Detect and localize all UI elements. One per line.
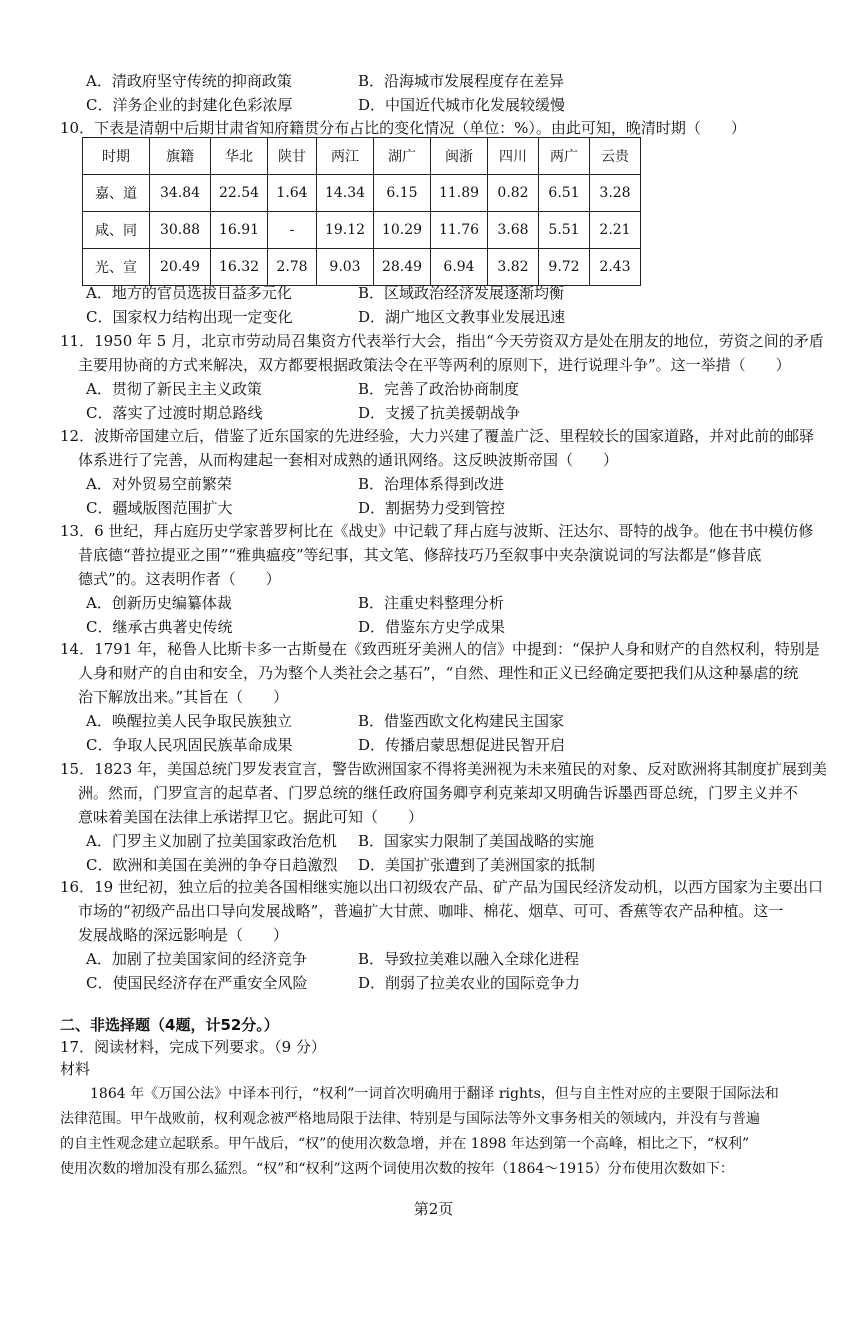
- q15-stem-line: 意味着美国在法律上承诺捍卫它。据此可知（ ）: [78, 808, 424, 826]
- q11-option-a[interactable]: A．贯彻了新民主主义政策: [86, 380, 262, 398]
- q11-option-d[interactable]: D．支援了抗美援朝战争: [358, 404, 521, 422]
- q10-option-d[interactable]: D．湖广地区文教事业发展迅速: [358, 308, 566, 326]
- q9-option-b[interactable]: B．沿海城市发展程度存在差异: [358, 72, 565, 90]
- table-cell: 光、宣: [83, 249, 150, 286]
- q12-option-c[interactable]: C．疆域版图范围扩大: [86, 499, 233, 517]
- table-cell: 2.21: [590, 212, 641, 249]
- table-cell: 2.43: [590, 249, 641, 286]
- q14-stem-line: 人身和财产的自由和安全，乃为整个人类社会之基石”，“自然、理性和正义已经确定要把我们从这种暴虐的统: [78, 664, 799, 682]
- table-cell: 嘉、道: [83, 175, 150, 212]
- q13-option-d[interactable]: D．借鉴东方史学成果: [358, 618, 506, 636]
- q16-option-b[interactable]: B．导致拉美难以融入全球化进程: [358, 950, 580, 968]
- table-cell: 5.51: [539, 212, 590, 249]
- q14-stem-line: 14．1791 年，秘鲁人比斯卡多一古斯曼在《致西班牙美洲人的信》中提到：“保护人身和财产的自然权利，特别是: [60, 640, 820, 658]
- q13-stem-line: 德式”的。这表明作者（ ）: [78, 570, 281, 588]
- table-cell: 1.64: [268, 175, 317, 212]
- q12-option-a[interactable]: A．对外贸易空前繁荣: [86, 475, 232, 493]
- q15-option-c[interactable]: C．欧洲和美国在美洲的争夺日趋激烈: [86, 856, 338, 874]
- table-cell: 22.54: [211, 175, 268, 212]
- q16-stem-line: 16．19 世纪初，独立后的拉美各国相继实施以出口初级农产品、矿产品为国民经济发动机，以西方国家为主要出口: [60, 878, 823, 896]
- q13-option-a[interactable]: A．创新历史编纂体裁: [86, 594, 232, 612]
- q11-option-c[interactable]: C．落实了过渡时期总路线: [86, 404, 263, 422]
- q16-stem-line: 发展战略的深远影响是（ ）: [78, 926, 289, 944]
- table-cell: 16.91: [211, 212, 268, 249]
- table-header-row: [83, 138, 641, 175]
- table-cell: 11.76: [431, 212, 488, 249]
- q15-option-a[interactable]: A．门罗主义加剧了拉美国家政治危机: [86, 832, 337, 850]
- q13-stem-line: 13．6 世纪，拜占庭历史学家普罗柯比在《战史》中记载了拜占庭与波斯、汪达尔、哥特的战争。他在书中模仿修: [60, 522, 814, 540]
- table-header-cell: 两江: [317, 138, 374, 175]
- q15-option-b[interactable]: B．国家实力限制了美国战略的实施: [358, 832, 595, 850]
- table-cell: 19.12: [317, 212, 374, 249]
- q10-stem: 10．下表是清朝中后期甘肃省知府籍贯分布占比的变化情况（单位：%）。由此可知，晚清时期（ ）: [60, 119, 746, 137]
- q14-option-d[interactable]: D．传播启蒙思想促进民智开启: [358, 736, 566, 754]
- table-cell: -: [268, 212, 317, 249]
- section-title: 二、非选择题（4题，计52分。）: [60, 1016, 279, 1034]
- q11-option-b[interactable]: B．完善了政治协商制度: [358, 380, 520, 398]
- table-cell: 6.51: [539, 175, 590, 212]
- table-cell: 20.49: [150, 249, 211, 286]
- q12-stem-line: 体系进行了完善，从而构建起一套相对成熟的通讯网络。这反映波斯帝国（ ）: [78, 451, 619, 469]
- q17-stem: 17．阅读材料，完成下列要求。（9 分）: [60, 1038, 326, 1056]
- table-cell: 3.68: [488, 212, 539, 249]
- table-cell: 34.84: [150, 175, 211, 212]
- q16-option-a[interactable]: A．加剧了拉美国家间的经济竞争: [86, 950, 307, 968]
- table-cell: 16.32: [211, 249, 268, 286]
- q15-option-d[interactable]: D．美国扩张遭到了美洲国家的抵制: [358, 856, 596, 874]
- table-header-cell: 闽浙: [431, 138, 488, 175]
- material-line: 的自主性观念建立起联系。甲午战后，“权”的使用次数急增，并在 1898 年达到第一个高峰，相比之下，“权利”: [60, 1136, 750, 1152]
- table-header-cell: 两广: [539, 138, 590, 175]
- q13-stem-line: 昔底德“普拉提亚之围”“雅典瘟疫”等纪事，其文笔、修辞技巧乃至叙事中夹杂演说词的写法都是“修昔底: [78, 546, 762, 564]
- material-label: 材料: [60, 1060, 91, 1078]
- q10-option-b[interactable]: B．区域政治经济发展逐渐均衡: [358, 284, 565, 302]
- q14-option-b[interactable]: B．借鉴西欧文化构建民主国家: [358, 712, 565, 730]
- q10-data-table: [82, 137, 641, 286]
- table-cell: 6.94: [431, 249, 488, 286]
- table-cell: 10.29: [374, 212, 431, 249]
- q16-option-d[interactable]: D．削弱了拉美农业的国际竞争力: [358, 974, 581, 992]
- table-header-cell: 云贵: [590, 138, 641, 175]
- table-cell: 2.78: [268, 249, 317, 286]
- q15-stem-line: 洲。然而，门罗宣言的起草者、门罗总统的继任政府国务卿亨利克莱却又明确告诉墨西哥总统，门罗主义并不: [78, 784, 799, 802]
- table-header-cell: 湖广: [374, 138, 431, 175]
- table-cell: 6.15: [374, 175, 431, 212]
- q12-option-d[interactable]: D．割据势力受到管控: [358, 499, 506, 517]
- q10-option-c[interactable]: C．国家权力结构出现一定变化: [86, 308, 293, 326]
- q9-option-c[interactable]: C．洋务企业的封建化色彩浓厚: [86, 96, 293, 114]
- page-number: 第2页: [413, 1200, 454, 1218]
- q12-stem-line: 12．波斯帝国建立后，借鉴了近东国家的先进经验，大力兴建了覆盖广泛、里程较长的国家道路，并对此前的邮驿: [60, 427, 815, 445]
- material-line: 使用次数的增加没有那么猛烈。“权”和“权利”这两个词使用次数的按年（1864～1915）分布使用次数如下：: [60, 1161, 734, 1177]
- table-cell: 3.82: [488, 249, 539, 286]
- material-line: 1864 年《万国公法》中译本刊行，“权利”一词首次明确用于翻译 rights，但与自主性对应的主要限于国际法和: [90, 1086, 779, 1102]
- table-cell: 0.82: [488, 175, 539, 212]
- q11-stem-line: 主要用协商的方式来解决，双方都要根据政策法令在平等两利的原则下，进行说理斗争”。这一举措（ ）: [78, 356, 791, 374]
- table-cell: 30.88: [150, 212, 211, 249]
- table-row: [83, 175, 641, 212]
- table-row: [83, 212, 641, 249]
- table-cell: 9.72: [539, 249, 590, 286]
- table-cell: 14.34: [317, 175, 374, 212]
- q12-option-b[interactable]: B．治理体系得到改进: [358, 475, 505, 493]
- q9-option-d[interactable]: D．中国近代城市化发展较缓慢: [358, 96, 566, 114]
- table-cell: 3.28: [590, 175, 641, 212]
- q14-stem-line: 治下解放出来。”其旨在（ ）: [78, 688, 289, 706]
- material-line: 法律范围。甲午战败前，权利观念被严格地局限于法律、特别是与国际法等外文事务相关的领域内，并没有与普遍: [60, 1111, 760, 1127]
- q10-option-a[interactable]: A．地方的官员选拔日益多元化: [86, 284, 292, 302]
- table-header-cell: 华北: [211, 138, 268, 175]
- table-cell: 11.89: [431, 175, 488, 212]
- q16-stem-line: 市场的“初级产品出口导向发展战略”，普遍扩大甘蔗、咖啡、棉花、烟草、可可、香蕉等农产品种植。这一: [78, 902, 784, 920]
- table-row: [83, 249, 641, 286]
- q14-option-a[interactable]: A．唤醒拉美人民争取民族独立: [86, 712, 292, 730]
- table-header-cell: 旗籍: [150, 138, 211, 175]
- q13-option-c[interactable]: C．继承古典著史传统: [86, 618, 233, 636]
- table-header-cell: 陕甘: [268, 138, 317, 175]
- table-header-cell: 四川: [488, 138, 539, 175]
- q13-option-b[interactable]: B．注重史料整理分析: [358, 594, 505, 612]
- table-cell: 28.49: [374, 249, 431, 286]
- q15-stem-line: 15．1823 年，美国总统门罗发表宣言，警告欧洲国家不得将美洲视为未来殖民的对象、反对欧洲将其制度扩展到美: [60, 760, 828, 778]
- table-cell: 咸、同: [83, 212, 150, 249]
- q9-option-a[interactable]: A．清政府坚守传统的抑商政策: [86, 72, 292, 90]
- table-header-cell: 时期: [83, 138, 150, 175]
- table-cell: 9.03: [317, 249, 374, 286]
- q11-stem-line: 11．1950 年 5 月，北京市劳动局召集资方代表举行大会，指出“今天劳资双方是处在朋友的地位，劳资之间的矛盾: [60, 332, 824, 350]
- q16-option-c[interactable]: C．使国民经济存在严重安全风险: [86, 974, 308, 992]
- q14-option-c[interactable]: C．争取人民巩固民族革命成果: [86, 736, 293, 754]
